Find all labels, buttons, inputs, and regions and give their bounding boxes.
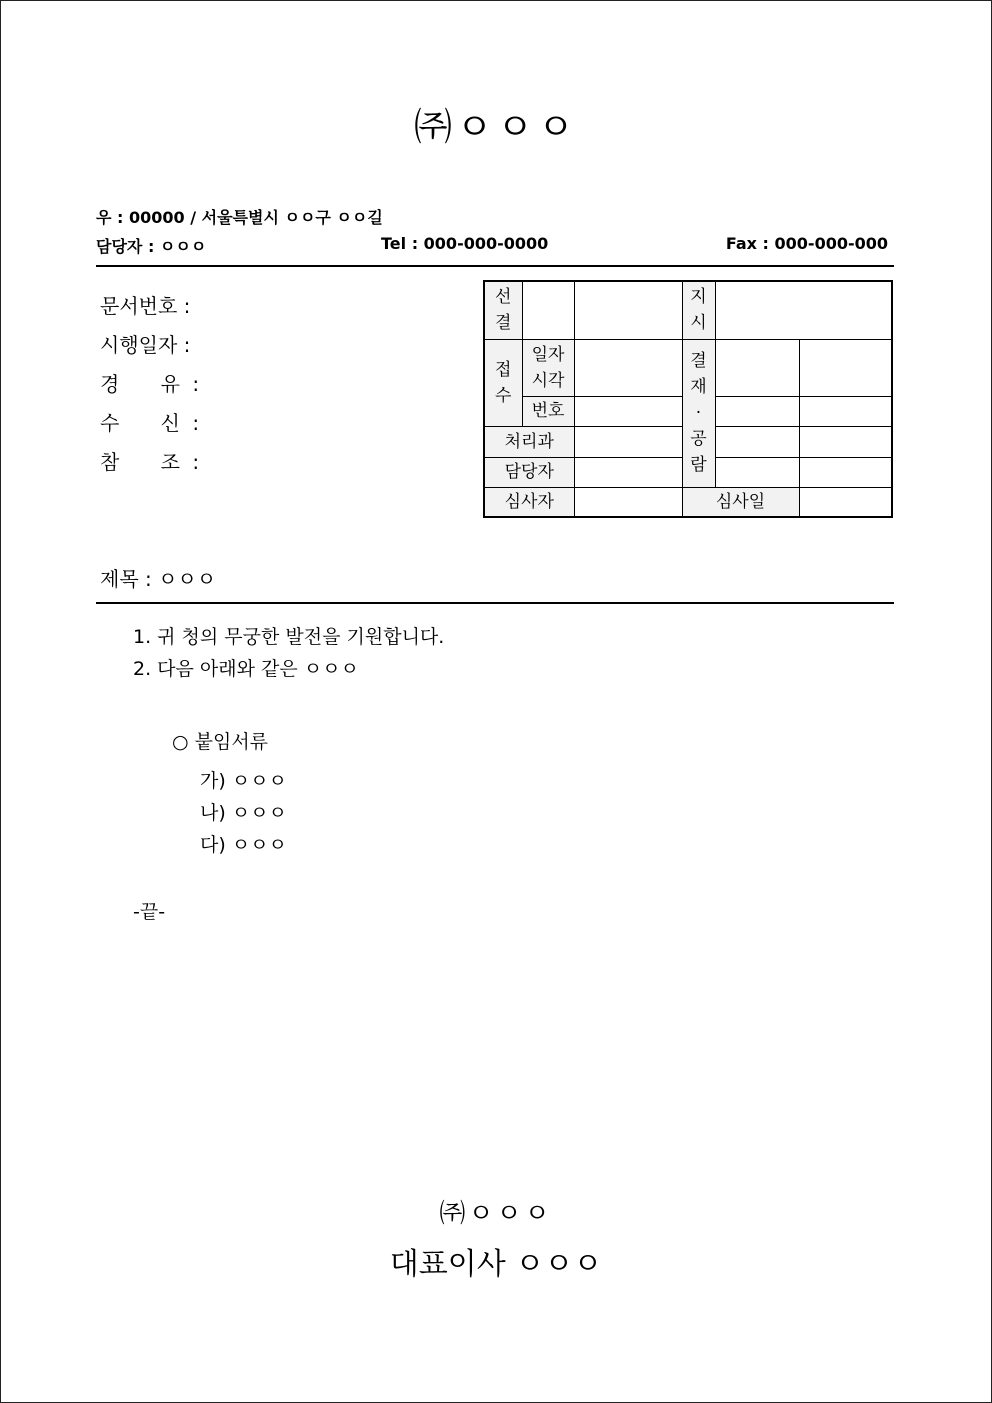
- gyeoljae-cell-3b: [799, 426, 892, 457]
- jisi-label: 지 시: [682, 281, 715, 339]
- end-mark: -끝-: [133, 901, 166, 923]
- gyeoljae-cell-4a: [715, 457, 799, 487]
- attachment-item-3: 다) ㅇㅇㅇ: [200, 834, 287, 856]
- attachment-title: ○ 붙임서류: [172, 731, 269, 753]
- gyeoljae-cell-1a: [715, 339, 799, 396]
- cheorigwa-cell: [574, 426, 682, 457]
- gyeoljae-cell-2a: [715, 396, 799, 426]
- tel-number: Tel : 000-000-0000: [381, 234, 549, 253]
- closing-ceo: 대표이사 ㅇㅇㅇ: [389, 1247, 603, 1282]
- reference-field: 참 조 :: [100, 446, 199, 475]
- seongyeol-cell-1: [522, 281, 574, 339]
- exec-date-field: [100, 329, 190, 358]
- simsail-label: 심사일: [682, 487, 799, 517]
- body-line-2: 2. 다음 아래와 같은 ㅇㅇㅇ: [133, 658, 359, 680]
- ilja-sigak-cell: [574, 339, 682, 396]
- beonho-cell: [574, 396, 682, 426]
- cheorigwa-label: 처리과: [484, 426, 574, 457]
- jeopsu-label: 접 수: [484, 339, 522, 426]
- postal-address: 우 : 00000 / 서울특별시 ㅇㅇ구 ㅇㅇ길: [96, 208, 383, 227]
- closing-company: ㈜ㅇㅇㅇ: [439, 1199, 553, 1229]
- simsail-cell: [799, 487, 892, 517]
- subject-line: 제목 : ㅇㅇㅇ: [100, 567, 217, 591]
- recipient-field: 수 신 :: [100, 407, 199, 436]
- gyeoljae-cell-1b: [799, 339, 892, 396]
- gyeoljae-cell-3a: [715, 426, 799, 457]
- via-field: 경 유 :: [100, 368, 199, 397]
- simsaja-cell: [574, 487, 682, 517]
- doc-number-field: [100, 290, 190, 319]
- attachment-item-1: 가) ㅇㅇㅇ: [200, 770, 287, 792]
- ilja-sigak-label: 일자 시각: [522, 339, 574, 396]
- gyeoljae-cell-4b: [799, 457, 892, 487]
- simsaja-label: 심사자: [484, 487, 574, 517]
- attachment-item-2: 나) ㅇㅇㅇ: [200, 802, 287, 824]
- seongyeol-cell-2: [574, 281, 682, 339]
- seongyeol-label: 선 결: [484, 281, 522, 339]
- recipient-label: 수 신: [100, 411, 180, 435]
- via-label: 경 유: [100, 372, 180, 396]
- doc-number-label: 문서번호 :: [100, 294, 191, 318]
- header-divider: [96, 265, 894, 267]
- jisi-cell: [715, 281, 892, 339]
- gyeoljae-label: 결 재 · 공 람: [682, 339, 715, 487]
- body-line-1: 1. 귀 청의 무궁한 발전을 기원합니다.: [133, 626, 445, 648]
- fax-number: Fax : 000-000-000: [725, 234, 888, 253]
- exec-date-label: 시행일자 :: [100, 333, 191, 357]
- gyeoljae-cell-2b: [799, 396, 892, 426]
- manager-name: 담당자 : ㅇㅇㅇ: [96, 237, 207, 256]
- beonho-label: 번호: [522, 396, 574, 426]
- damdangja-label: 담당자: [484, 457, 574, 487]
- subject-divider: [96, 602, 894, 604]
- damdangja-cell: [574, 457, 682, 487]
- reference-label: 참 조: [100, 450, 180, 474]
- approval-table: [483, 280, 893, 518]
- company-title: ㈜ㅇㅇㅇ: [413, 105, 579, 149]
